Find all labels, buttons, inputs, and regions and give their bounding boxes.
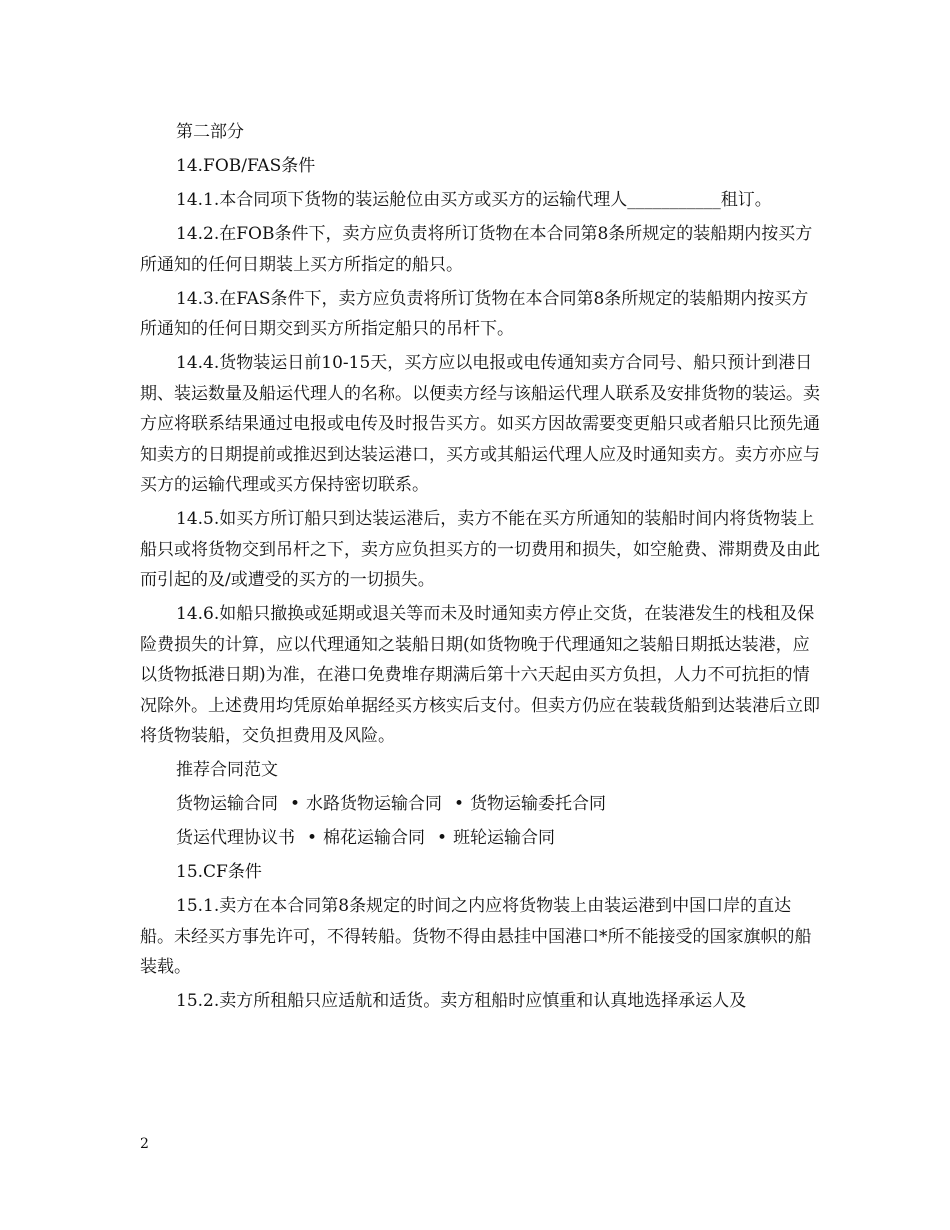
bullet-separator: • (454, 794, 465, 814)
section-heading: 第二部分 (176, 122, 244, 142)
clause-14-5: 14.5.如买方所订船只到达装运港后，卖方不能在买方所通知的装船时间内将货物装上船只或将货物交到吊杆之下，卖方应负担买方的一切费用和损失，如空舱费、滞期费及由此而引起的及/或遭受的买方的一切损失。 (140, 509, 820, 590)
link-cargo-transport-contract[interactable]: 货物运输合同 (176, 794, 278, 814)
clause-15-2: 15.2.卖方所租船只应适航和适货。卖方租船时应慎重和认真地选择承运人及 (176, 991, 747, 1011)
clause-14-2: 14.2.在FOB条件下，卖方应负责将所订货物在本合同第8条所规定的装船期内按买方所通知的任何日期装上买方所指定的船只。 (140, 224, 813, 275)
page-number: 2 (140, 1136, 149, 1152)
bullet-separator: • (290, 794, 301, 814)
bullet-separator: • (307, 828, 318, 848)
link-freight-agency-agreement[interactable]: 货运代理协议书 (176, 828, 295, 848)
recommended-links-row-2 (140, 823, 820, 854)
link-waterway-cargo-contract[interactable]: 水路货物运输合同 (306, 794, 443, 814)
clause-14-6: 14.6.如船只撤换或延期或退关等而未及时通知卖方停止交货，在装港发生的栈租及保险费损失的计算，应以代理通知之装船日期(如货物晚于代理通知之装船日期抵达装港，应以货物抵港日期)为准，在港口免费堆存期满后第十六天起由买方负担，人力不可抗拒的情况除外。上述费用均凭原始单据经买方核实后支付。但卖方仍应在装载货船到达装港后立即将货物装船，交负担费用及风险。 (140, 604, 820, 746)
clause-14-3: 14.3.在FAS条件下，卖方应负责将所订货物在本合同第8条所规定的装船期内按买方所通知的任何日期交到买方所指定船只的吊杆下。 (140, 288, 809, 339)
clause-14-4: 14.4.货物装运日前10-15天，买方应以电报或电传通知卖方合同号、船只预计到港日期、装运数量及船运代理人的名称。以便卖方经与该船运代理人联系及安排货物的装运。卖方应将联系结果通过电报或电传及时报告买方。如买方因故需要变更船只或者船只比预先通知卖方的日期提前或推迟到达装运港口，买方或其船运代理人应及时通知卖方。卖方亦应与买方的运输代理或买方保持密切联系。 (140, 353, 820, 495)
bullet-separator: • (437, 828, 448, 848)
recommended-links-row-1 (140, 789, 820, 820)
clause-heading-14: 14.FOB/FAS条件 (176, 156, 316, 176)
recommended-heading: 推荐合同范文 (176, 760, 278, 780)
clause-14-1: 14.1.本合同项下货物的装运舱位由买方或买方的运输代理人___________租订。 (176, 190, 772, 210)
clause-15-1: 15.1.卖方在本合同第8条规定的时间之内应将货物装上由装运港到中国口岸的直达船。未经买方事先许可，不得转船。货物不得由悬挂中国港口*所不能接受的国家旗帜的船装载。 (140, 896, 812, 977)
clause-heading-15: 15.CF条件 (176, 862, 262, 882)
link-liner-transport-contract[interactable]: 班轮运输合同 (453, 828, 556, 848)
link-cargo-entrust-contract[interactable]: 货物运输委托合同 (470, 794, 607, 814)
link-cotton-transport-contract[interactable]: 棉花运输合同 (323, 828, 426, 848)
document-body (140, 117, 820, 1020)
